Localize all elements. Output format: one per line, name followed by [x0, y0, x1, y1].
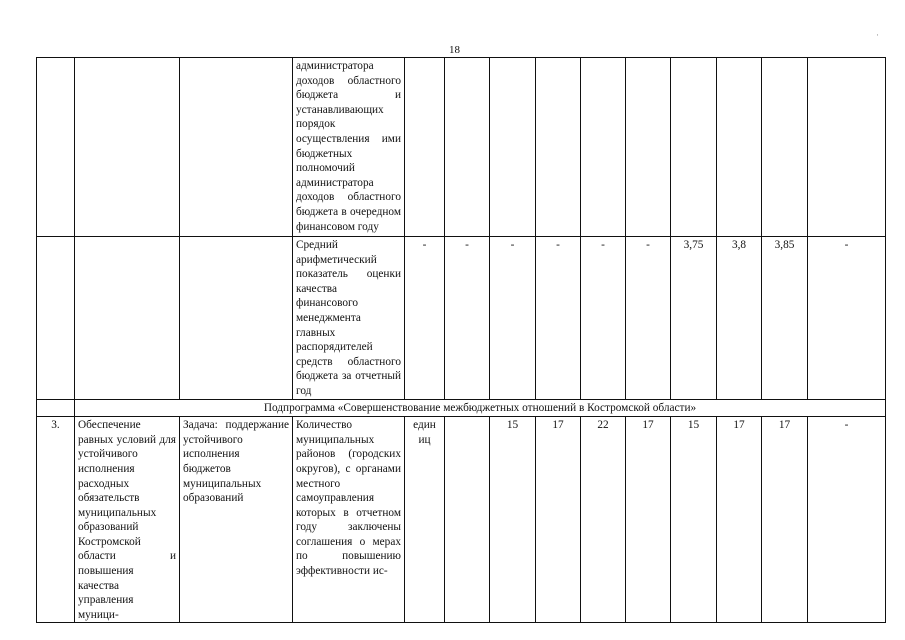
cell-last: - [808, 237, 886, 400]
cell-number [37, 58, 75, 237]
table-row [37, 417, 886, 623]
cell-value [490, 58, 536, 237]
cell-number: 3. [37, 417, 75, 623]
cell-unit [405, 417, 445, 623]
table-row [37, 237, 886, 400]
cell-task [180, 58, 293, 237]
cell-value: - [626, 237, 671, 400]
cell-unit [405, 58, 445, 237]
cell-value: 15 [490, 417, 536, 623]
cell-value: - [490, 237, 536, 400]
cell-value [671, 58, 717, 237]
cell-indicator [293, 58, 405, 237]
page-number: 18 [449, 44, 460, 56]
cell-value: 17 [626, 417, 671, 623]
cell-value [536, 58, 581, 237]
cell-goal [75, 417, 180, 623]
cell-value [581, 58, 626, 237]
cell-value [445, 58, 490, 237]
task-text: Задача: поддержание устойчивого исполнения бюджетов муниципальных образований [183, 419, 289, 505]
cell-value [762, 58, 808, 237]
goal-text: Обеспечение равных условий для устойчивого исполнения расходных обязательств муниципальных образований Костромской области и повышения качества управления муници- [78, 419, 176, 621]
indicators-table [36, 57, 886, 623]
cell-value: 15 [671, 417, 717, 623]
cell-number [37, 237, 75, 400]
cell-empty [37, 399, 75, 417]
corner-mark: · [876, 30, 879, 40]
unit-text: единиц [413, 419, 436, 446]
cell-value [445, 417, 490, 623]
cell-last: - [808, 417, 886, 623]
cell-value: 17 [762, 417, 808, 623]
cell-indicator [293, 237, 405, 400]
cell-value: - [445, 237, 490, 400]
cell-unit: - [405, 237, 445, 400]
cell-value: 3,85 [762, 237, 808, 400]
cell-value: 17 [536, 417, 581, 623]
subprogram-title: Подпрограмма «Совершенствование межбюджетных отношений в Костромской области» [75, 399, 886, 417]
cell-last [808, 58, 886, 237]
indicator-text: Количество муниципальных районов (городских округов), с органами местного самоуправления которых в отчетном году заключены соглашения о мерах по повышению эффективности ис- [296, 419, 401, 578]
cell-value: - [581, 237, 626, 400]
table-row [37, 58, 886, 237]
cell-value: 3,75 [671, 237, 717, 400]
cell-indicator [293, 417, 405, 623]
cell-value: 22 [581, 417, 626, 623]
cell-task [180, 417, 293, 623]
cell-value: 17 [717, 417, 762, 623]
cell-value [717, 58, 762, 237]
cell-goal [75, 237, 180, 400]
cell-value [626, 58, 671, 237]
cell-goal [75, 58, 180, 237]
indicator-text: Средний арифметический показатель оценки качества финансового менеджмента главных распорядителей средств областного бюджета за отчетный год [296, 239, 401, 397]
cell-value: - [536, 237, 581, 400]
cell-value: 3,8 [717, 237, 762, 400]
cell-task [180, 237, 293, 400]
subprogram-row [37, 399, 886, 417]
indicator-text: администратора доходов областного бюджета и устанавливающих порядок осуществления ими бюджетных полномочий администратора доходов областного бюджета в очередном финансовом году [296, 60, 401, 233]
